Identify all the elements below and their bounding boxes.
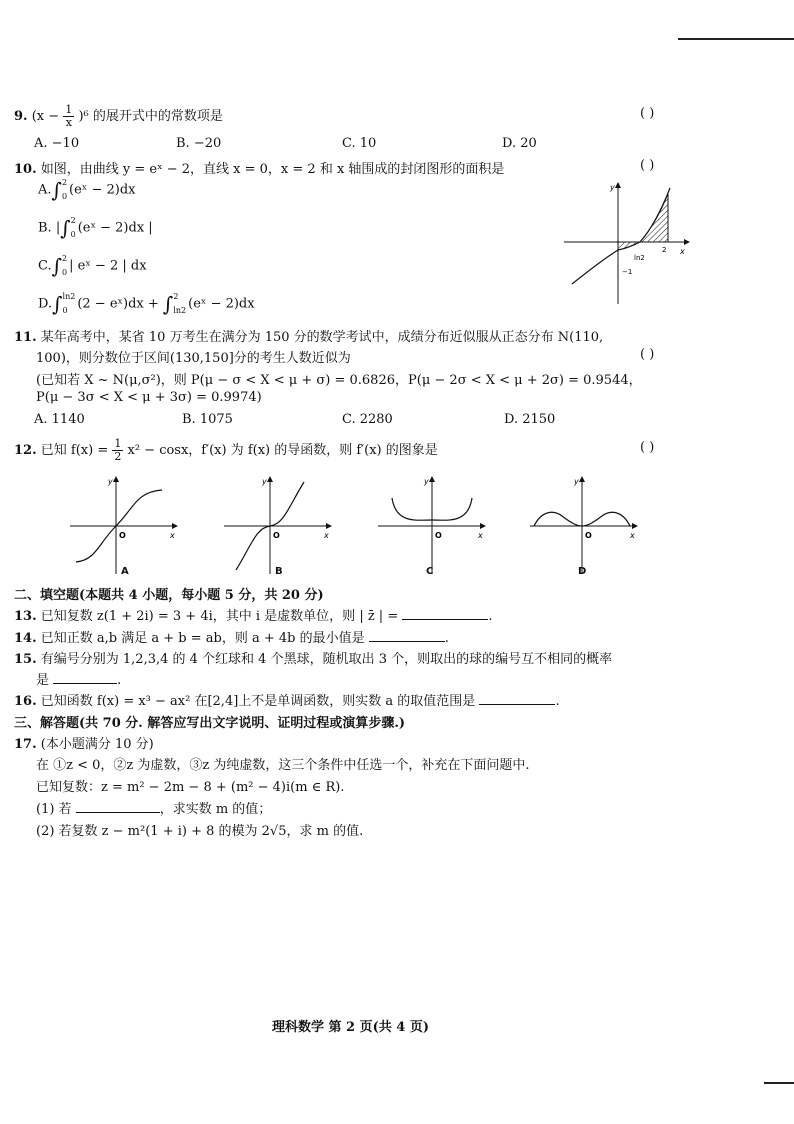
y-axis-arrow: [615, 182, 621, 188]
q13-number: 13.: [14, 609, 37, 624]
q9-frac-num: 1: [65, 103, 73, 116]
x-axis-arrow: [172, 523, 178, 529]
q12-graph-d[interactable]: [528, 474, 640, 578]
q17-line2: 已知复数：z = m² − 2m − 8 + (m² − 4)i(m ∈ R).: [36, 780, 345, 795]
q13-answer-blank[interactable]: [402, 605, 488, 620]
y-axis-arrow: [267, 476, 273, 482]
q10-opt-a-body: (eˣ − 2)dx: [69, 182, 136, 198]
q12-label-a: A: [121, 566, 129, 577]
q17-number: 17.: [14, 737, 37, 752]
upper-limit: 2: [61, 178, 68, 187]
q14: [14, 627, 449, 646]
upper-limit: 2: [70, 216, 76, 225]
q10-option-d[interactable]: [38, 290, 255, 318]
origin-label: O: [585, 531, 592, 540]
origin-label: O: [435, 531, 442, 540]
q10-option-b[interactable]: [38, 214, 153, 242]
section3-title: 三、解答题(共 70 分. 解答应写出文字说明、证明过程或演算步骤.): [14, 716, 406, 731]
q9-fraction: [63, 104, 74, 129]
axis-y-label: y: [262, 477, 267, 486]
y-axis-arrow: [579, 476, 585, 482]
y-axis-arrow: [429, 476, 435, 482]
q10-opt-c-label: C.: [38, 258, 52, 274]
q12-stem-pre: 已知 f(x) =: [40, 443, 109, 458]
upper-limit: 2: [173, 292, 179, 301]
q16-answer-blank[interactable]: [479, 690, 555, 705]
q11-line1-text: 某年高考中，某省 10 万考生在满分为 150 分的数学考试中，成绩分布近似服从正态分布 N(110,: [40, 330, 604, 345]
q17-line3: [36, 798, 271, 817]
q15-line2-text: 是: [36, 673, 50, 688]
top-rule: [678, 38, 794, 40]
q12-label-c: C: [426, 566, 434, 577]
q9-stem-exp: )⁶: [78, 109, 89, 124]
q11-answer-paren[interactable]: ( ): [640, 347, 655, 362]
q11-line3: (已知若 X ~ N(μ,σ²)，则 P(μ − σ < X < μ + σ) = 0.6826，P(μ − 2σ < X < μ + 2σ) = 0.9544，: [36, 373, 642, 388]
q17-condition-blank[interactable]: [76, 798, 160, 813]
q11-line1: [14, 326, 603, 345]
q9-stem: [14, 104, 223, 129]
x-axis-arrow: [684, 239, 690, 245]
upper-limit: ln2: [62, 292, 76, 301]
q14-number: 14.: [14, 631, 37, 646]
q10-opt-b-label: B. |: [38, 220, 61, 236]
upper-limit: 2: [62, 254, 68, 263]
q11-option-b[interactable]: B. 1075: [182, 412, 233, 427]
q10-graph: [562, 180, 692, 308]
axis-x-label: x: [630, 531, 635, 540]
lower-limit: 0: [61, 192, 68, 201]
q13: [14, 605, 493, 624]
q12-frac-num: 1: [114, 437, 122, 450]
q9-frac-den: x: [65, 116, 72, 129]
x-axis-arrow: [480, 523, 486, 529]
origin-label: O: [273, 531, 280, 540]
integral-sign: ∫: [60, 216, 71, 240]
q10-answer-paren[interactable]: ( ): [640, 158, 655, 173]
y-axis-arrow: [113, 476, 119, 482]
q9-answer-paren[interactable]: ( ): [640, 106, 655, 121]
q10-stem: [14, 158, 504, 177]
integral-sign: ∫: [162, 292, 174, 316]
q13-end: .: [488, 609, 493, 624]
axis-y-label: y: [424, 477, 429, 486]
axis-y-label: y: [108, 477, 113, 486]
q11-option-d[interactable]: D. 2150: [504, 412, 556, 427]
q15-number: 15.: [14, 652, 37, 667]
q11-number: 11.: [14, 330, 37, 345]
q10-opt-d-body-2: (eˣ − 2)dx: [188, 296, 255, 312]
q13-text: 已知复数 z(1 + 2i) = 3 + 4i，其中 i 是虚数单位，则 | z̄ | =: [40, 609, 399, 624]
q12-graph-a[interactable]: [68, 474, 180, 578]
q12-graph-c[interactable]: [376, 474, 488, 578]
q16-text: 已知函数 f(x) = x³ − ax² 在[2,4]上不是单调函数，则实数 a 的取值范围是: [40, 694, 476, 709]
q15-line2: [36, 669, 121, 688]
q11-option-c[interactable]: C. 2280: [342, 412, 393, 427]
q15-end: .: [117, 673, 122, 688]
q10-opt-d-limits-1: [63, 290, 76, 318]
q9-stem-pre: (x −: [31, 109, 60, 124]
q17-line3-pre: (1) 若: [36, 802, 72, 817]
shaded-region-above: [640, 194, 668, 242]
graph-ln2-label: ln2: [634, 254, 645, 262]
q10-opt-c-body: | eˣ − 2 | dx: [69, 258, 147, 274]
q10-opt-d-limits-2: [173, 290, 186, 318]
graph-2-label: 2: [662, 246, 667, 254]
q12-number: 12.: [14, 443, 37, 458]
graph-neg1-label: −1: [622, 268, 633, 276]
q15-text: 有编号分别为 1,2,3,4 的 4 个红球和 4 个黑球，随机取出 3 个，则取出的球的编号互不相同的概率: [40, 652, 613, 667]
q10-option-c[interactable]: [38, 252, 147, 280]
x-axis-arrow: [632, 523, 638, 529]
graph-y-label: y: [610, 183, 615, 192]
integral-sign: ∫: [51, 254, 63, 278]
q10-option-a[interactable]: [38, 176, 135, 204]
q14-text: 已知正数 a,b 满足 a + b = ab，则 a + 4b 的最小值是: [40, 631, 365, 646]
q12-stem-post: x² − cosx，f′(x) 为 f(x) 的导函数，则 f′(x) 的图象是: [127, 443, 438, 458]
q12-label-d: D: [578, 566, 587, 577]
q16-number: 16.: [14, 694, 37, 709]
page-footer: 理科数学 第 2 页(共 4 页): [272, 1020, 430, 1035]
q12-frac-den: 2: [114, 450, 122, 463]
q10-stem-text: 如图，由曲线 y = eˣ − 2，直线 x = 0，x = 2 和 x 轴围成的封闭图形的面积是: [40, 162, 505, 177]
q15-answer-blank[interactable]: [53, 669, 117, 684]
q9-stem-post: 的展开式中的常数项是: [92, 109, 223, 124]
lower-limit: 0: [62, 306, 68, 315]
axis-x-label: x: [478, 531, 483, 540]
q17-line3-post: ，求实数 m 的值；: [159, 802, 272, 817]
q9-option-d[interactable]: D. 20: [502, 136, 537, 151]
lower-limit: 0: [62, 268, 68, 277]
q17-line1: 在 ①z < 0，②z 为虚数，③z 为纯虚数，这三个条件中任选一个，补充在下面问题中.: [36, 758, 530, 773]
integral-sign: ∫: [52, 292, 63, 316]
q10-number: 10.: [14, 162, 37, 177]
section2-title: 二、填空题(本题共 4 小题，每小题 5 分，共 20 分): [14, 588, 324, 603]
axis-y-label: y: [574, 477, 579, 486]
q12-fraction: [112, 438, 123, 463]
q10-opt-c-limits: [62, 252, 67, 280]
axis-x-label: x: [170, 531, 175, 540]
q17-head-text: (本小题满分 10 分): [40, 737, 154, 752]
integral-sign: ∫: [51, 178, 62, 202]
lower-limit: ln2: [173, 306, 187, 315]
q15-line1: [14, 648, 612, 667]
q17-head: [14, 733, 154, 752]
q9-option-c[interactable]: C. 10: [342, 136, 377, 151]
q12-graph-b[interactable]: [222, 474, 334, 578]
lower-limit: 0: [70, 230, 76, 239]
q9-option-a[interactable]: A. −10: [34, 136, 80, 151]
origin-label: O: [119, 531, 126, 540]
q12-answer-paren[interactable]: ( ): [640, 440, 655, 455]
bottom-rule: [764, 1082, 794, 1084]
q9-option-b[interactable]: B. −20: [176, 136, 222, 151]
q11-option-a[interactable]: A. 1140: [34, 412, 85, 427]
q10-opt-d-label: D.: [38, 296, 53, 312]
q9-number: 9.: [14, 109, 28, 124]
q17-line4: (2) 若复数 z − m²(1 + i) + 8 的模为 2√5，求 m 的值.: [36, 824, 364, 839]
q11-line2: 100)，则分数位于区间(130,150]分的考生人数近似为: [36, 351, 351, 366]
q10-opt-a-label: A.: [38, 182, 52, 198]
q16-end: .: [555, 694, 560, 709]
q10-opt-b-body: (eˣ − 2)dx |: [77, 220, 153, 236]
q14-end: .: [444, 631, 449, 646]
q10-opt-b-limits: [71, 214, 76, 242]
q10-opt-d-body-1: (2 − eˣ)dx +: [77, 296, 159, 312]
q16: [14, 690, 560, 709]
graph-x-label: x: [680, 247, 685, 256]
q10-opt-a-limits: [62, 176, 67, 204]
axis-x-label: x: [324, 531, 329, 540]
q12-label-b: B: [275, 566, 283, 577]
x-axis-arrow: [326, 523, 332, 529]
q11-line4: P(μ − 3σ < X < μ + 3σ) = 0.9974): [36, 390, 262, 405]
q12-stem: [14, 438, 438, 463]
q14-answer-blank[interactable]: [369, 627, 445, 642]
